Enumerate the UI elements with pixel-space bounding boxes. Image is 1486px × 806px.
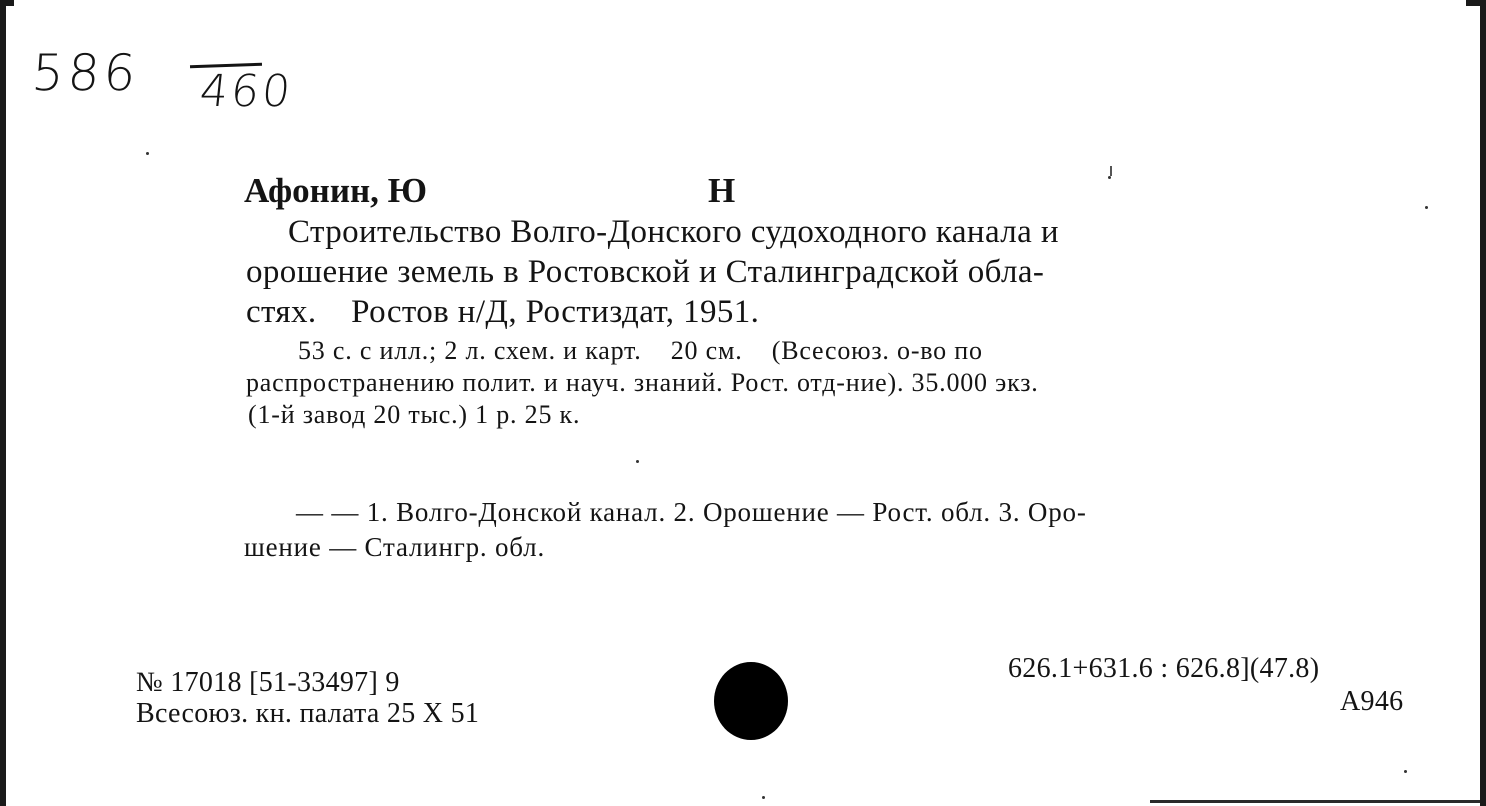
collation-line: (1-й завод 20 тыс.) 1 р. 25 к. bbox=[248, 400, 581, 429]
registration-number: № 17018 [51-33497] 9 bbox=[136, 667, 400, 698]
title-line: орошение земель в Ростовской и Сталинградской обла- bbox=[246, 254, 1045, 290]
author-mark: А946 bbox=[1340, 686, 1404, 717]
imprint-line: стях. Ростов н/Д, Ростиздат, 1951. bbox=[246, 294, 760, 330]
subject-headings-line: — — 1. Волго-Донской канал. 2. Орошение — Рост. обл. 3. Оро- bbox=[296, 497, 1087, 527]
paper-mark bbox=[1110, 166, 1112, 176]
collation-line: распространению полит. и науч. знаний. Рост. отд-ние). 35.000 экз. bbox=[246, 368, 1039, 397]
author-name: Афонин, Ю bbox=[244, 171, 428, 210]
card-left-edge bbox=[0, 0, 6, 806]
paper-speck bbox=[146, 152, 149, 155]
paper-speck bbox=[1404, 770, 1407, 773]
subject-headings-line: шение — Сталингр. обл. bbox=[244, 532, 545, 562]
paper-speck bbox=[636, 460, 639, 463]
issuing-chamber: Всесоюз. кн. палата 25 X 51 bbox=[136, 698, 480, 729]
paper-speck bbox=[762, 796, 765, 799]
card-right-edge bbox=[1480, 0, 1486, 806]
paper-speck bbox=[1425, 206, 1428, 209]
collation-line: 53 с. с илл.; 2 л. схем. и карт. 20 см. (Всесоюз. о-во по bbox=[298, 336, 983, 365]
card-bottom-line bbox=[1150, 800, 1480, 803]
shelfmark-number: 586 bbox=[29, 44, 142, 102]
classification-index: 626.1+631.6 : 626.8](47.8) bbox=[1008, 653, 1320, 684]
card-top-edge bbox=[0, 0, 1486, 6]
shelfmark-subscript: 460 bbox=[197, 66, 296, 117]
title-line: Строительство Волго-Донского судоходного канала и bbox=[288, 214, 1059, 250]
handwritten-shelfmark bbox=[29, 44, 332, 124]
author-initial: Н bbox=[708, 171, 736, 210]
paper-speck bbox=[1108, 176, 1111, 179]
card-punch-hole bbox=[714, 662, 788, 740]
